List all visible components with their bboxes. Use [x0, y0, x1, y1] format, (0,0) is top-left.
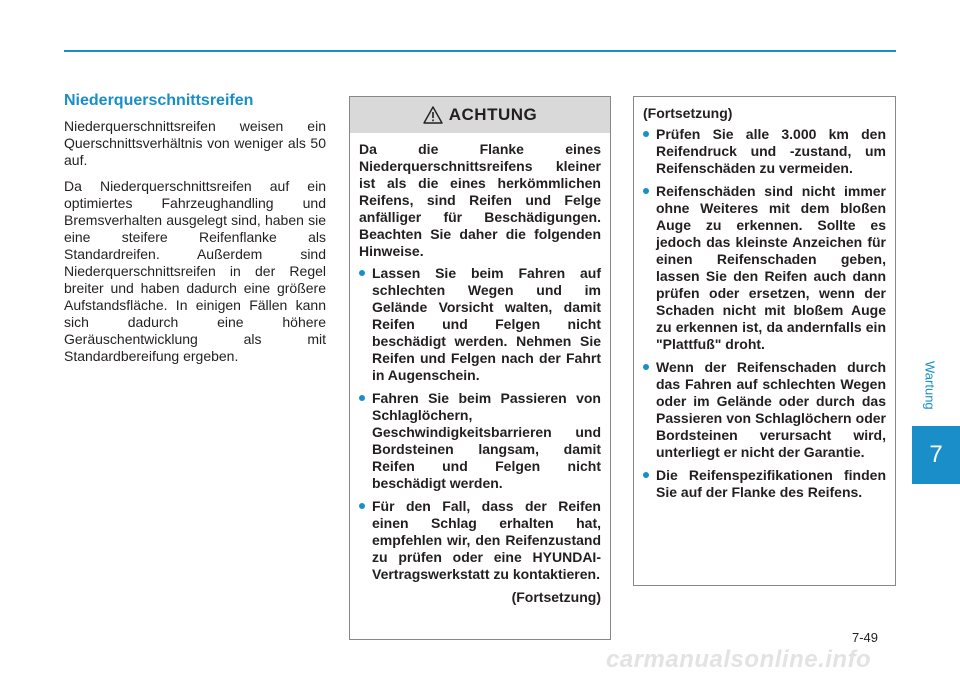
caution-bullet — [359, 498, 601, 583]
continuation-bullet-text: Die Reifenspezifikationen finden Sie auf der Flanke des Reifens. — [656, 467, 886, 500]
continuation-bullet-text: Prüfen Sie alle 3.000 km den Reifendruck und -zustand, um Reifenschäden zu vermeiden. — [656, 126, 886, 176]
caution-bullet — [359, 390, 601, 492]
bullet-dot-icon — [359, 503, 365, 509]
page-number: 7-49 — [852, 630, 879, 645]
section-title: Niederquerschnittsreifen — [64, 92, 254, 109]
continuation-body — [634, 97, 895, 501]
top-rule — [64, 50, 896, 52]
caution-bullet-text: Für den Fall, dass der Reifen einen Schlag erhalten hat, empfehlen wir, den Reifenzustand zu prüfen oder eine HYUNDAI-Vertragswerkstatt zu kontaktieren. — [372, 498, 601, 582]
bullet-dot-icon — [643, 131, 649, 137]
bullet-dot-icon — [643, 188, 649, 194]
caution-body — [350, 133, 610, 605]
continuation-label: (Fortsetzung) — [643, 105, 733, 121]
chapter-number-tab: 7 — [912, 426, 960, 484]
section-paragraph: Niederquerschnittsreifen weisen ein Querschnittsverhältnis von weniger als 50 auf. — [64, 118, 326, 168]
bullet-dot-icon — [643, 364, 649, 370]
caution-bullet-text: Lassen Sie beim Fahren auf schlechten Wegen und im Gelände Vorsicht walten, damit Reifen und Felgen nicht beschädigt werden. Nehmen Sie Reifen und Felgen nach der Fahrt in Augenschein. — [372, 265, 601, 383]
continuation-bullet-text: Wenn der Reifenschaden durch das Fahren auf schlechten Wegen oder im Gelände oder durch das Passieren von Schlaglöchern oder Bordsteinen verursacht wird, unterliegt er nicht der Garantie. — [656, 359, 886, 460]
warning-triangle-icon — [423, 106, 443, 124]
continuation-bullet — [643, 183, 886, 353]
caution-bullet — [359, 265, 601, 384]
section-column — [64, 92, 326, 374]
caution-header — [350, 97, 610, 133]
watermark: carmanualsonline.info — [606, 646, 872, 673]
caution-box — [349, 96, 611, 640]
continuation-bullet — [643, 359, 886, 461]
caution-bullet-text: Fahren Sie beim Passieren von Schlaglöchern, Geschwindigkeitsbarrieren und Bordsteinen langsam, damit Reifen und Felgen nicht beschädigt werden. — [372, 390, 601, 491]
bullet-dot-icon — [643, 472, 649, 478]
bullet-dot-icon — [359, 270, 365, 276]
caution-continuation-box — [633, 96, 896, 586]
section-paragraph: Da Niederquerschnittsreifen auf ein optimiertes Fahrzeughandling und Bremsverhalten ausgelegt sind, haben sie eine steifere Reifenflanke als Standardreifen. Außerdem sind Niederquerschnittsreifen in der Regel breiter und haben dadurch eine größere Aufstandsfläche. In einigen Fällen kann sich dadurch eine höhere Geräuschentwicklung als mit Standardbereifung ergeben. — [64, 178, 326, 364]
chapter-side-label: Wartung — [922, 360, 938, 410]
continuation-bullet-text: Reifenschäden sind nicht immer ohne Weiteres mit dem bloßen Auge zu erkennen. Sollte es jedoch das kleinste Anzeichen für einen Reifenschaden geben, lassen Sie den Reifen auch dann prüfen oder ersetzen, wenn der Schaden nicht mit bloßem Auge zu erkennen ist, da andernfalls ein "Plattfuß" droht. — [656, 183, 886, 352]
continuation-bullet — [643, 126, 886, 177]
continued-label: (Fortsetzung) — [511, 589, 601, 605]
caution-intro: Da die Flanke eines Niederquerschnittsreifens kleiner ist als die eines herkömmlichen Reifens, sind Reifen und Felge anfälliger für Beschädigungen. Beachten Sie daher die folgenden Hinweise. — [359, 141, 601, 259]
bullet-dot-icon — [359, 395, 365, 401]
caution-header-label: ACHTUNG — [448, 105, 538, 124]
continuation-bullet — [643, 467, 886, 501]
